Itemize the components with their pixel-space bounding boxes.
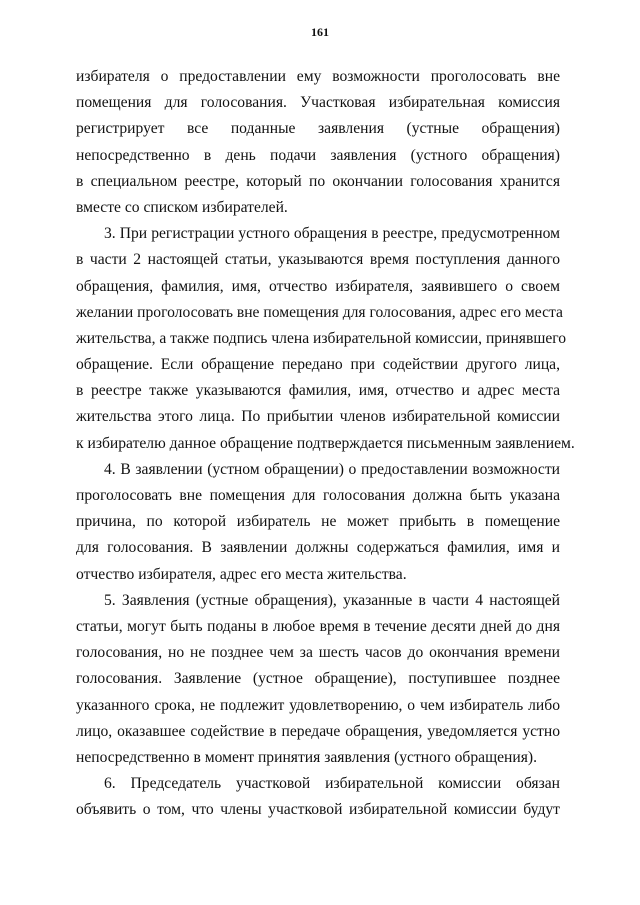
text-line: непосредственно в день подачи заявления (устного обращения) (76, 146, 560, 164)
text-line: для голосования. В заявлении должны содержаться фамилия, имя и (76, 539, 560, 557)
text-line: голосования. Заявление (устное обращение), поступившее позднее (76, 670, 560, 688)
paragraph (76, 221, 575, 457)
text-line: 3. При регистрации устного обращения в реестре, предусмотренном (104, 225, 560, 243)
text-line: голосования, но не позднее чем за шесть часов до окончания времени (76, 644, 560, 662)
page-number: 161 (311, 25, 329, 39)
text-line: избирателя о предоставлении ему возможности проголосовать вне (76, 68, 560, 85)
text-line: в части 2 настоящей статьи, указываются время поступления данного (76, 251, 560, 269)
paragraph (76, 64, 560, 221)
text-line: жительства этого лица. По прибытии членов избирательной комиссии (76, 408, 560, 426)
text-line: 6. Председатель участковой избирательной комиссии обязан (104, 775, 560, 793)
paragraph (76, 771, 560, 823)
text-line: 5. Заявления (устные обращения), указанные в части 4 настоящей (104, 591, 560, 609)
text-line: отчество избирателя, адрес его места жительства. (76, 565, 407, 583)
text-line: помещения для голосования. Участковая избирательная комиссия (76, 94, 560, 112)
text-line: статьи, могут быть поданы в любое время в течение десяти дней до дня (76, 617, 560, 635)
text-line: указанного срока, не подлежит удовлетворению, о чем избиратель либо (76, 696, 560, 714)
text-line: лицо, оказавшее содействие в передаче обращения, уведомляется устно (76, 722, 560, 740)
text-line: в реестре также указываются фамилия, имя, отчество и адрес места (76, 382, 560, 400)
text-line: обращение. Если обращение передано при содействии другого лица, (76, 356, 560, 374)
text-line: в специальном реестре, который по окончании голосования хранится (76, 172, 560, 190)
text-line: проголосовать вне помещения для голосования должна быть указана (76, 487, 560, 504)
text-line: жительства, а также подпись члена избирательной комиссии, принявшего (76, 329, 567, 347)
text-line: желании проголосовать вне помещения для голосования, адрес его места (76, 303, 563, 321)
text-line: к избирателю данное обращение подтверждается письменным заявлением. (76, 434, 575, 452)
text-line: регистрирует все поданные заявления (устные обращения) (76, 120, 560, 138)
text-line: обращения, фамилия, имя, отчество избирателя, заявившего о своем (76, 277, 560, 295)
text-line: непосредственно в момент принятия заявления (устного обращения). (76, 748, 537, 766)
text-line: 4. В заявлении (устном обращении) о предоставлении возможности (104, 460, 560, 478)
text-line: объявить о том, что члены участковой избирательной комиссии будут (76, 801, 560, 819)
paragraph (76, 588, 560, 771)
paragraph (76, 457, 560, 588)
text-line: вместе со списком избирателей. (76, 198, 288, 216)
text-line: причина, по которой избиратель не может прибыть в помещение (76, 513, 560, 531)
document-body (76, 64, 575, 823)
